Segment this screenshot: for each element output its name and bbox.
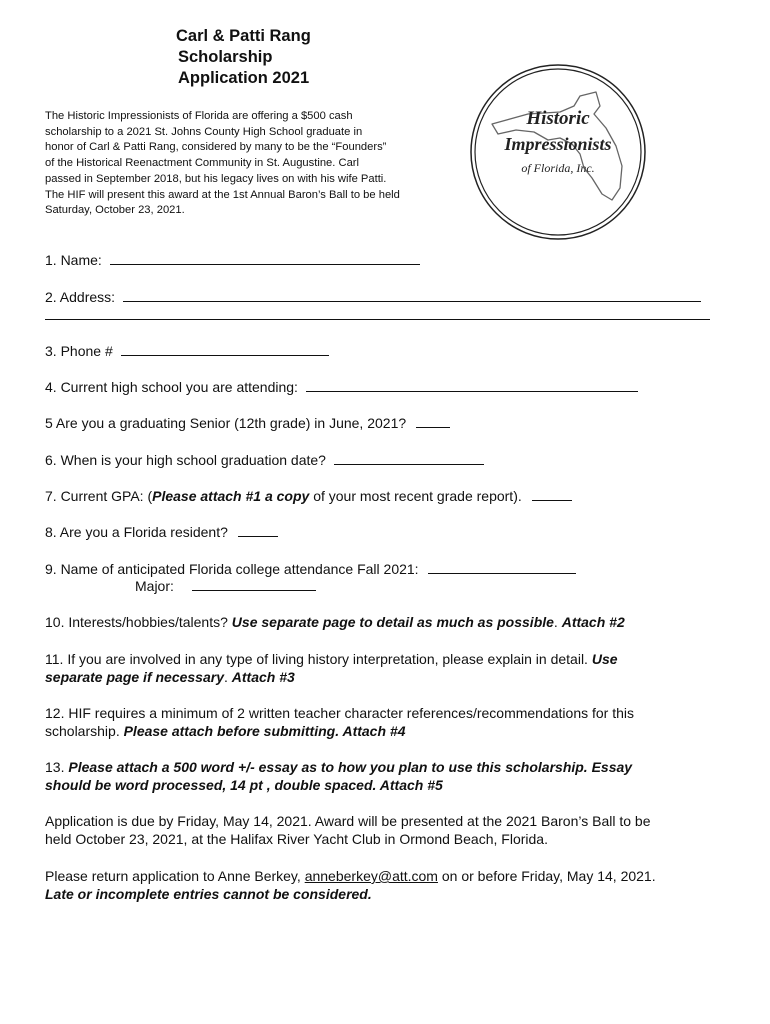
- intro-line: Saturday, October 23, 2021.: [45, 204, 185, 217]
- email-link[interactable]: anneberkey@att.com: [304, 868, 438, 884]
- due-line-1: Application is due by Friday, May 14, 2021. Award will be presented at the 2021 Baron’s Ball to be: [45, 813, 651, 829]
- question-10-attach: Attach #2: [561, 614, 625, 630]
- name-field[interactable]: [110, 250, 420, 265]
- late-entries-note: Late or incomplete entries cannot be considered.: [45, 886, 372, 902]
- address-field[interactable]: [123, 287, 701, 302]
- due-date-paragraph: [45, 812, 720, 848]
- return-text: Please return application to Anne Berkey,: [45, 868, 305, 884]
- question-6: [45, 450, 484, 469]
- question-6-label: 6. When is your high school graduation date?: [45, 452, 326, 468]
- question-3-label: 3. Phone #: [45, 343, 113, 359]
- question-13-note-start: Please attach a 500 word +/- essay as to how you plan to use this scholarship. Essay: [68, 759, 633, 775]
- question-11-attach: Attach #3: [231, 669, 295, 685]
- question-4-label: 4. Current high school you are attending:: [45, 379, 298, 395]
- question-2: [45, 287, 701, 306]
- question-9-major: [135, 576, 316, 595]
- question-8-label: 8. Are you a Florida resident?: [45, 524, 228, 540]
- logo-line-3: of Florida, Inc.: [521, 161, 595, 175]
- question-12-label-end: scholarship.: [45, 723, 124, 739]
- question-10: [45, 613, 625, 631]
- intro-line: scholarship to a 2021 St. Johns County High School graduate in: [45, 125, 363, 138]
- question-12-label: 12. HIF requires a minimum of 2 written teacher character references/recommendations for this: [45, 705, 635, 721]
- question-7-label: 7. Current GPA: (: [45, 488, 153, 504]
- gpa-field[interactable]: [532, 486, 572, 501]
- return-text-end: on or before Friday, May 14, 2021.: [437, 868, 656, 884]
- intro-line: The HIF will present this award at the 1st Annual Baron’s Ball to be held: [45, 188, 400, 201]
- intro-line: honor of Carl & Patti Rang, considered by many to be the “Founders”: [45, 141, 387, 154]
- question-10-note: Use separate page to detail as much as possible: [231, 614, 554, 630]
- logo-line-1: Historic: [526, 108, 590, 129]
- question-2-label: 2. Address:: [45, 289, 116, 305]
- question-10-separator: .: [553, 614, 562, 630]
- address-field-line-2[interactable]: [45, 319, 710, 320]
- question-13-note-end: should be word processed, 14 pt , double spaced. Attach #5: [45, 777, 443, 793]
- senior-field[interactable]: [416, 413, 450, 428]
- question-5-label: 5 Are you a graduating Senior (12th grade) in June, 2021?: [45, 415, 407, 431]
- question-11-separator: .: [224, 669, 232, 685]
- return-paragraph: [45, 867, 720, 903]
- question-11-note-end: separate page if necessary: [45, 669, 224, 685]
- major-label: Major:: [135, 578, 174, 594]
- page-title: [176, 26, 311, 89]
- intro-line: of the Historical Reenactment Community in St. Augustine. Carl: [45, 157, 360, 170]
- question-1-label: 1. Name:: [45, 252, 102, 268]
- college-field[interactable]: [428, 559, 576, 574]
- question-10-label: 10. Interests/hobbies/talents?: [45, 614, 232, 630]
- question-7-attach-note: Please attach #1 a copy: [152, 488, 310, 504]
- question-12: [45, 704, 720, 740]
- question-9-label: 9. Name of anticipated Florida college attendance Fall 2021:: [45, 561, 419, 577]
- major-field[interactable]: [192, 576, 316, 591]
- title-line-2: Scholarship: [178, 48, 273, 66]
- graduation-date-field[interactable]: [334, 450, 484, 465]
- question-7-label-end: of your most recent grade report).: [309, 488, 522, 504]
- intro-line: The Historic Impressionists of Florida are offering a $500 cash: [45, 110, 353, 122]
- question-3: [45, 341, 329, 360]
- question-7: [45, 486, 572, 505]
- title-line-1: Carl & Patti Rang: [176, 27, 311, 45]
- due-line-2: held October 23, 2021, at the Halifax River Yacht Club in Ormond Beach, Florida.: [45, 831, 548, 847]
- high-school-field[interactable]: [306, 377, 638, 392]
- question-11-label: 11. If you are involved in any type of living history interpretation, please explain in detail.: [45, 651, 592, 667]
- intro-line: passed in September 2018, but his legacy lives on with his wife Patti.: [45, 172, 387, 185]
- question-13: [45, 758, 720, 794]
- title-line-3: Application 2021: [178, 69, 310, 87]
- hif-logo: [468, 62, 648, 242]
- question-12-note: Please attach before submitting. Attach #4: [123, 723, 406, 739]
- question-11-note-start: Use: [591, 651, 618, 667]
- phone-field[interactable]: [121, 341, 329, 356]
- intro-paragraph: [45, 109, 455, 219]
- question-8: [45, 522, 278, 541]
- florida-resident-field[interactable]: [238, 522, 278, 537]
- question-1: [45, 250, 420, 269]
- question-5: [45, 413, 450, 432]
- question-11: [45, 650, 720, 686]
- logo-line-2: Impressionists: [504, 134, 612, 154]
- question-13-number: 13.: [45, 759, 69, 775]
- question-4: [45, 377, 638, 396]
